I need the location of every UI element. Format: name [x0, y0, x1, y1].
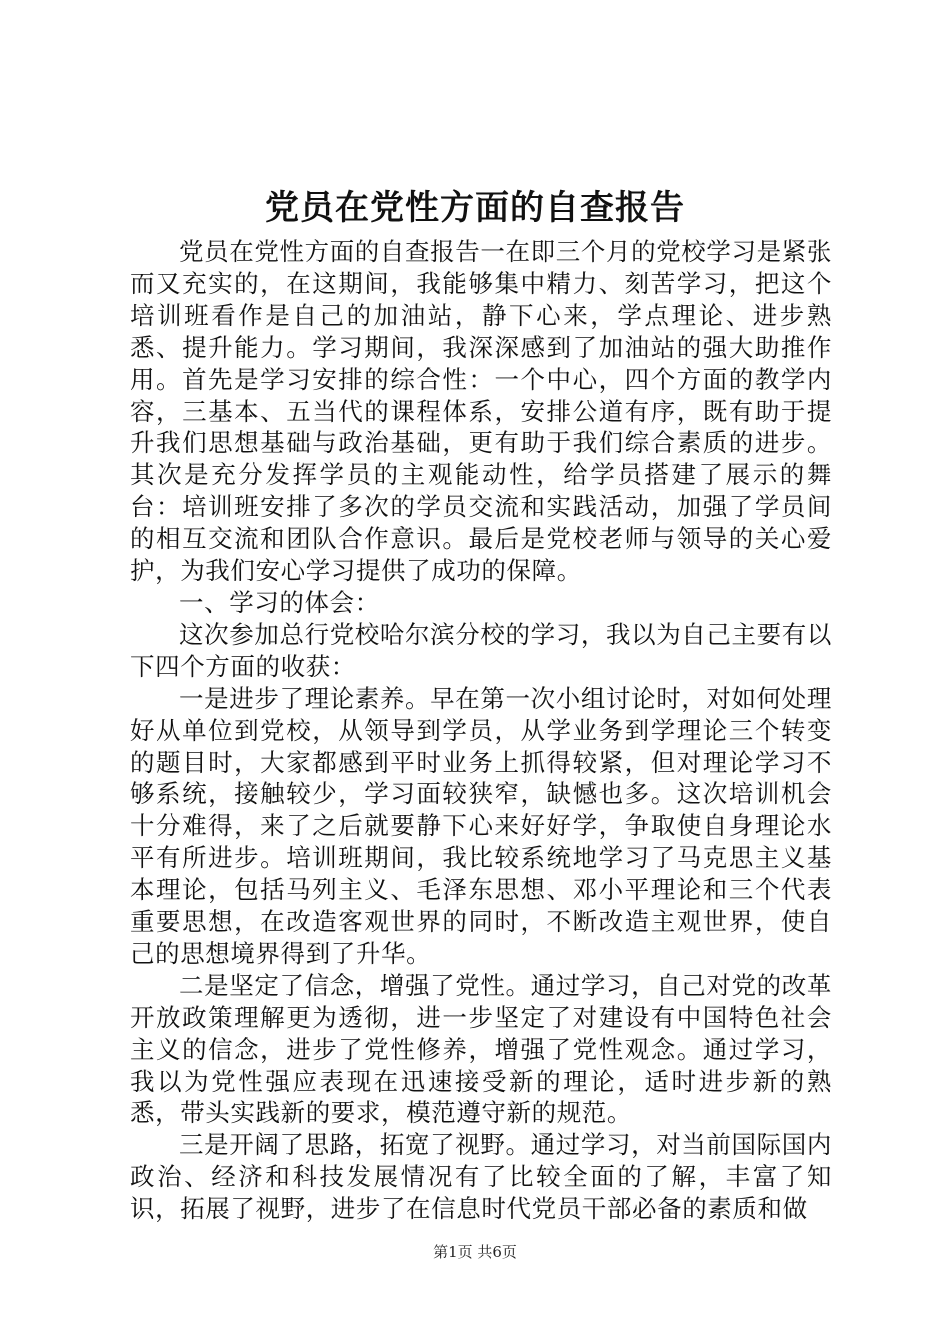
paragraph-intro: 党员在党性方面的自查报告一在即三个月的党校学习是紧张而又充实的，在这期间，我能够集中精力、刻苦学习，把这个培训班看作是自己的加油站，静下心来，学点理论、进步熟悉、提升能力。学习期间，我深深感到了加油站的强大助推作用。首先是学习安排的综合性：一个中心，四个方面的教学内容，三基本、五当代的课程体系，安排公道有序，既有助于提升我们思想基础与政治基础，更有助于我们综合素质的进步。其次是充分发挥学员的主观能动性，给学员搭建了展示的舞台：培训班安排了多次的学员交流和实践活动，加强了学员间的相互交流和团队合作意识。最后是党校老师与领导的关心爱护，为我们安心学习提供了成功的保障。 — [130, 237, 832, 586]
paragraph-theory: 一是进步了理论素养。早在第一次小组讨论时，对如何处理好从单位到党校，从领导到学员，从学业务到学理论三个转变的题目时，大家都感到平时业务上抓得较紧，但对理论学习不够系统，接触较少，学习面较狭窄，缺憾也多。这次培训机会十分难得，来了之后就要静下心来好好学，争取使自身理论水平有所进步。培训班期间，我比较系统地学习了马克思主义基本理论，包括马列主义、毛泽东思想、邓小平理论和三个代表重要思想，在改造客观世界的同时，不断改造主观世界，使自己的思想境界得到了升华。 — [130, 683, 832, 968]
document-body — [130, 236, 832, 1225]
paragraph-belief: 二是坚定了信念，增强了党性。通过学习，自己对党的改革开放政策理解更为透彻，进一步坚定了对建设有中国特色社会主义的信念，进步了党性修养，增强了党性观念。通过学习，我以为党性强应表现在迅速接受新的理论，适时进步新的熟悉，带头实践新的要求，模范遵守新的规范。 — [130, 970, 832, 1128]
paragraph-harvest-intro: 这次参加总行党校哈尔滨分校的学习，我以为自己主要有以下四个方面的收获： — [130, 619, 832, 681]
section-heading-learning-experience: 一、学习的体会： — [179, 587, 380, 617]
document-title: 党员在党性方面的自查报告 — [265, 188, 685, 228]
paragraph-horizon: 三是开阔了思路，拓宽了视野。通过学习，对当前国际国内政治、经济和科技发展情况有了比较全面的了解，丰富了知识，拓展了视野，进步了在信息时代党员干部必备的素质和做 — [130, 1130, 832, 1224]
page-footer: 第1页 共6页 — [433, 1243, 517, 1261]
